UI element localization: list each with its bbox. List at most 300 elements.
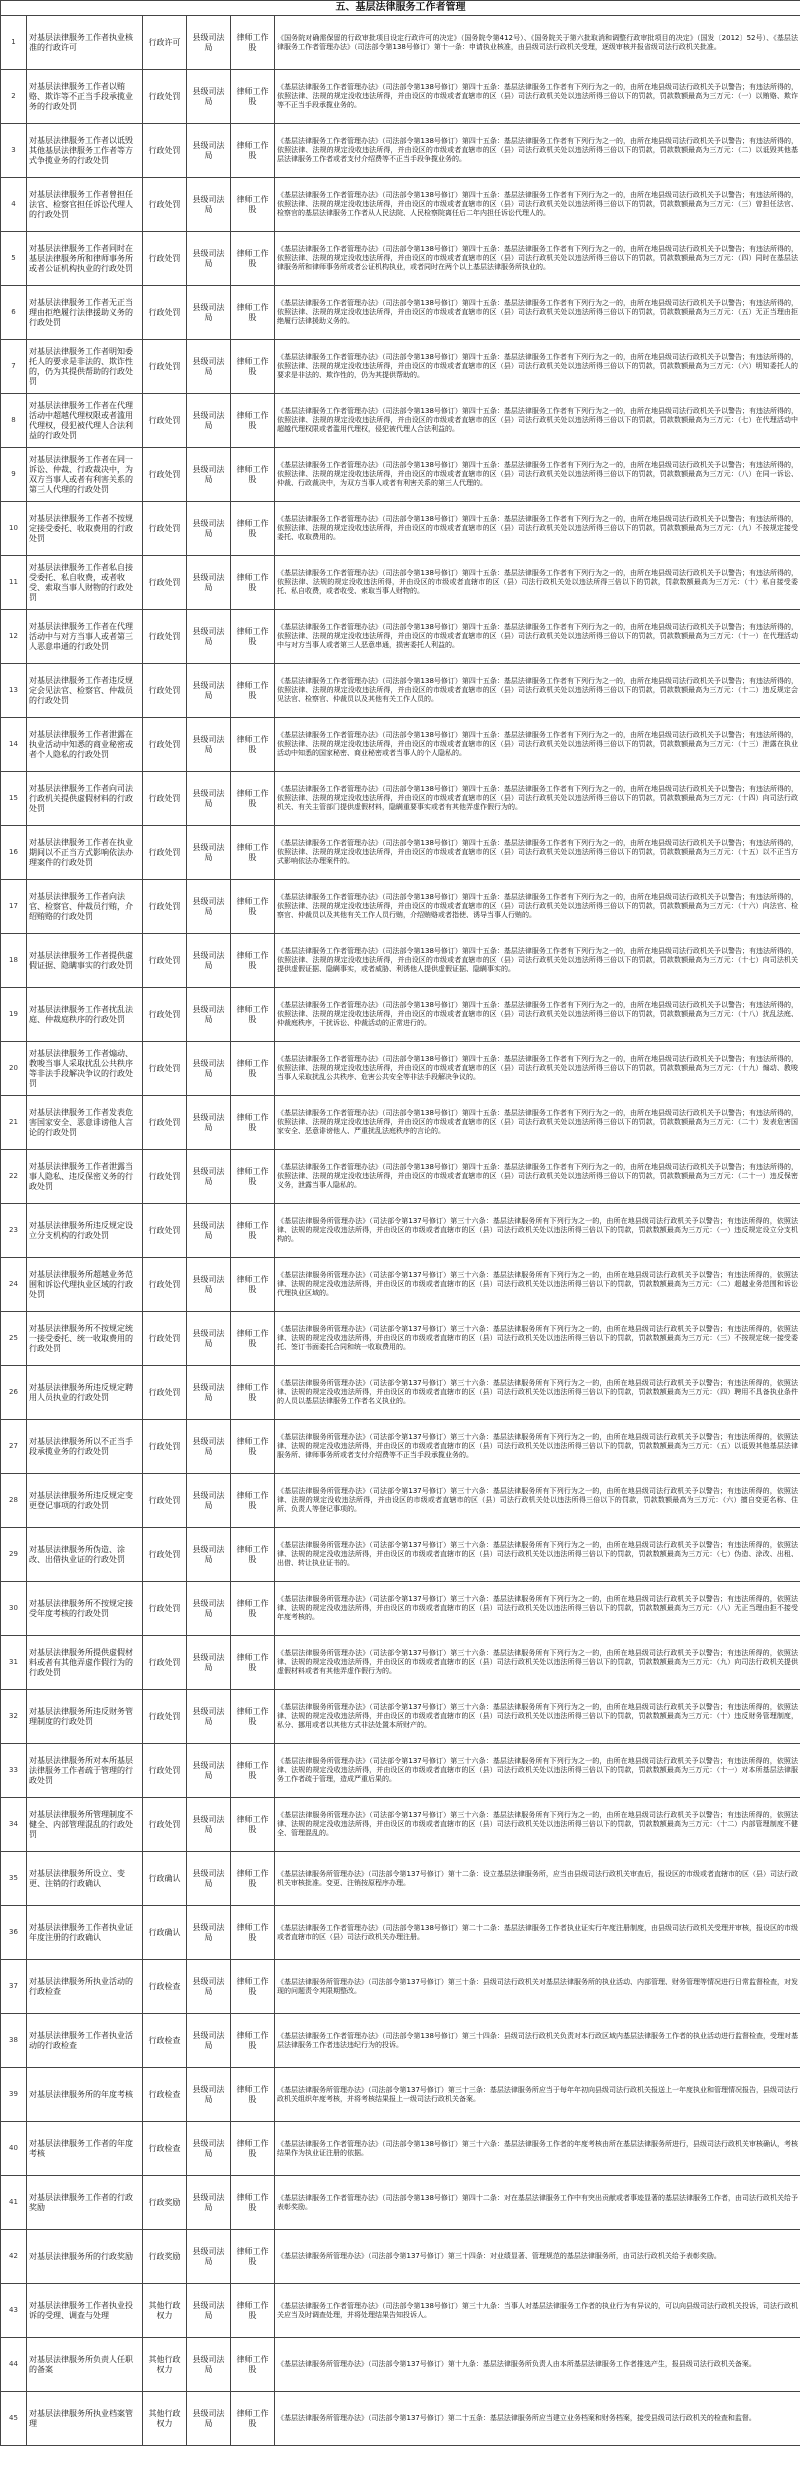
power-name: 对基层法律服务工作者煽动、教唆当事人采取扰乱公共秩序等非法手段解决争议的行政处罚 bbox=[27, 1042, 143, 1096]
power-name: 对基层法律服务所的年度考核 bbox=[27, 2068, 143, 2122]
row-number: 8 bbox=[1, 394, 27, 448]
implementing-department: 县级司法局 bbox=[187, 2122, 231, 2176]
legal-basis: 《基层法律服务所管理办法》（司法部令第137号修订）第三十六条：基层法律服务所有下列行为之一的，由所在地县级司法行政机关予以警告；有违法所得的，依照法律、法规的规定没收违法所得，并由设区的市级或者直辖市的区（县）司法行政机关处以违法所得三倍以下的罚款，罚款数额最高为三万元：（十二）内部管理制度不健全、管理混乱的。 bbox=[275, 1798, 800, 1852]
power-type: 行政处罚 bbox=[143, 610, 187, 664]
power-name: 对基层法律服务工作者泄露当事人隐私、违反保密义务的行政处罚 bbox=[27, 1150, 143, 1204]
table-row bbox=[1, 70, 800, 124]
power-name: 对基层法律服务工作者扰乱法庭、仲裁庭秩序的行政处罚 bbox=[27, 988, 143, 1042]
table-row bbox=[1, 1744, 800, 1798]
table-row bbox=[1, 340, 800, 394]
power-name: 对基层法律服务工作者提供虚假证据、隐瞒事实的行政处罚 bbox=[27, 934, 143, 988]
table-row bbox=[1, 2176, 800, 2230]
row-number: 7 bbox=[1, 340, 27, 394]
legal-basis: 《基层法律服务所管理办法》（司法部令第137号修订）第三十条：县级司法行政机关对基层法律服务所的执业活动、内部管理、财务管理等情况进行日常监督检查，对发现的问题责令其限期整改。 bbox=[275, 1960, 800, 2014]
implementing-department: 县级司法局 bbox=[187, 988, 231, 1042]
power-name: 对基层法律服务工作者在代理活动中超越代理权限或者滥用代理权，侵犯被代理人合法利益的行政处罚 bbox=[27, 394, 143, 448]
power-type: 行政处罚 bbox=[143, 1042, 187, 1096]
legal-basis: 《基层法律服务工作者管理办法》（司法部令第138号修订）第四十五条：基层法律服务工作者有下列行为之一的，由所在地县级司法行政机关予以警告；有违法所得的，依照法律、法规的规定没收违法所得，并由设区的市级或者直辖市的区（县）司法行政机关处以违法所得三倍以下的罚款，罚款数额最高为三万元：（十二）违反规定会见法官、检察官、仲裁员以及其他有关工作人员的。 bbox=[275, 664, 800, 718]
implementing-department: 县级司法局 bbox=[187, 502, 231, 556]
table-row bbox=[1, 1366, 800, 1420]
power-name: 对基层法律服务所不按规定统一接受委托、统一收取费用的行政处罚 bbox=[27, 1312, 143, 1366]
implementing-department: 县级司法局 bbox=[187, 286, 231, 340]
power-name: 对基层法律服务工作者的行政奖励 bbox=[27, 2176, 143, 2230]
power-name: 对基层法律服务工作者不按规定接受委托、收取费用的行政处罚 bbox=[27, 502, 143, 556]
implementing-department: 县级司法局 bbox=[187, 178, 231, 232]
implementing-department: 县级司法局 bbox=[187, 1906, 231, 1960]
power-name: 对基层法律服务所的行政奖励 bbox=[27, 2230, 143, 2284]
responsible-unit: 律师工作股 bbox=[231, 178, 275, 232]
implementing-department: 县级司法局 bbox=[187, 1636, 231, 1690]
table-row bbox=[1, 556, 800, 610]
implementing-department: 县级司法局 bbox=[187, 70, 231, 124]
power-type: 行政处罚 bbox=[143, 1528, 187, 1582]
power-type: 行政处罚 bbox=[143, 772, 187, 826]
responsible-unit: 律师工作股 bbox=[231, 232, 275, 286]
power-type: 行政确认 bbox=[143, 1852, 187, 1906]
table-row bbox=[1, 610, 800, 664]
table-row bbox=[1, 826, 800, 880]
row-number: 26 bbox=[1, 1366, 27, 1420]
row-number: 28 bbox=[1, 1474, 27, 1528]
power-type: 行政处罚 bbox=[143, 880, 187, 934]
table-row bbox=[1, 1636, 800, 1690]
legal-basis: 《基层法律服务所管理办法》（司法部令第137号修订）第十九条：基层法律服务所负责人由本所基层法律服务工作者推选产生，报县级司法行政机关备案。 bbox=[275, 2338, 800, 2392]
legal-basis: 《基层法律服务工作者管理办法》（司法部令第138号修订）第三十四条：县级司法行政机关负责对本行政区域内基层法律服务工作者的执业活动进行监督检查，受理对基层法律服务工作者违法违纪行为的投诉。 bbox=[275, 2014, 800, 2068]
power-type: 行政处罚 bbox=[143, 1798, 187, 1852]
power-type: 行政处罚 bbox=[143, 1582, 187, 1636]
legal-basis: 《基层法律服务工作者管理办法》（司法部令第138号修订）第四十五条：基层法律服务工作者有下列行为之一的，由所在地县级司法行政机关予以警告；有违法所得的，依照法律、法规的规定没收违法所得，并由设区的市级或者直辖市的区（县）司法行政机关处以违法所得三倍以下的罚款，罚款数额最高为三万元：（四）同时在基层法律服务所和律师事务所或者公证机构执业，或者同时在两个以上基层法律服务所执业的。 bbox=[275, 232, 800, 286]
implementing-department: 县级司法局 bbox=[187, 826, 231, 880]
legal-basis: 《基层法律服务所管理办法》（司法部令第137号修订）第三十六条：基层法律服务所有下列行为之一的，由所在地县级司法行政机关予以警告；有违法所得的，依照法律、法规的规定没收违法所得，并由设区的市级或者直辖市的区（县）司法行政机关处以违法所得三倍以下的罚款，罚款数额最高为三万元：（二）超越业务范围和诉讼代理执业区域的。 bbox=[275, 1258, 800, 1312]
table-row bbox=[1, 2122, 800, 2176]
legal-basis: 《基层法律服务所管理办法》（司法部令第137号修订）第十二条：设立基层法律服务所，应当由县级司法行政机关审查后，报设区的市级或者直辖市的区（县）司法行政机关审核批准。变更、注销按原程序办理。 bbox=[275, 1852, 800, 1906]
power-name: 对基层法律服务所管理制度不健全、内部管理混乱的行政处罚 bbox=[27, 1798, 143, 1852]
power-name: 对基层法律服务所伪造、涂改、出借执业证的行政处罚 bbox=[27, 1528, 143, 1582]
power-type: 行政处罚 bbox=[143, 556, 187, 610]
row-number: 24 bbox=[1, 1258, 27, 1312]
table-row bbox=[1, 1420, 800, 1474]
implementing-department: 县级司法局 bbox=[187, 340, 231, 394]
row-number: 35 bbox=[1, 1852, 27, 1906]
power-name: 对基层法律服务所执业档案管理 bbox=[27, 2392, 143, 2446]
implementing-department: 县级司法局 bbox=[187, 1798, 231, 1852]
power-type: 行政处罚 bbox=[143, 286, 187, 340]
power-type: 行政处罚 bbox=[143, 718, 187, 772]
table-row bbox=[1, 988, 800, 1042]
power-name: 对基层法律服务工作者违反规定会见法官、检察官、仲裁员的行政处罚 bbox=[27, 664, 143, 718]
power-name: 对基层法律服务工作者以诋毁其他基层法律服务工作者等方式争揽业务的行政处罚 bbox=[27, 124, 143, 178]
implementing-department: 县级司法局 bbox=[187, 1312, 231, 1366]
power-type: 行政处罚 bbox=[143, 394, 187, 448]
power-type: 行政处罚 bbox=[143, 1744, 187, 1798]
responsible-unit: 律师工作股 bbox=[231, 70, 275, 124]
legal-basis: 《基层法律服务所管理办法》（司法部令第137号修订）第三十六条：基层法律服务所有下列行为之一的，由所在地县级司法行政机关予以警告；有违法所得的，依照法律、法规的规定没收违法所得，并由设区的市级或者直辖市的区（县）司法行政机关处以违法所得三倍以下的罚款，罚款数额最高为三万元：（九）向司法行政机关提供虚假材料或者有其他弄虚作假行为的。 bbox=[275, 1636, 800, 1690]
row-number: 36 bbox=[1, 1906, 27, 1960]
responsible-unit: 律师工作股 bbox=[231, 610, 275, 664]
power-name: 对基层法律服务所违反规定聘用人员执业的行政处罚 bbox=[27, 1366, 143, 1420]
row-number: 15 bbox=[1, 772, 27, 826]
responsible-unit: 律师工作股 bbox=[231, 2122, 275, 2176]
power-name: 对基层法律服务工作者明知委托人的要求是非法的、欺诈性的，仍为其提供帮助的行政处罚 bbox=[27, 340, 143, 394]
table-row bbox=[1, 1798, 800, 1852]
responsible-unit: 律师工作股 bbox=[231, 1744, 275, 1798]
power-type: 行政处罚 bbox=[143, 1366, 187, 1420]
responsible-unit: 律师工作股 bbox=[231, 448, 275, 502]
power-name: 对基层法律服务所执业活动的行政检查 bbox=[27, 1960, 143, 2014]
implementing-department: 县级司法局 bbox=[187, 934, 231, 988]
implementing-department: 县级司法局 bbox=[187, 664, 231, 718]
power-type: 行政处罚 bbox=[143, 1474, 187, 1528]
row-number: 44 bbox=[1, 2338, 27, 2392]
row-number: 38 bbox=[1, 2014, 27, 2068]
implementing-department: 县级司法局 bbox=[187, 718, 231, 772]
implementing-department: 县级司法局 bbox=[187, 2230, 231, 2284]
power-type: 行政处罚 bbox=[143, 1420, 187, 1474]
implementing-department: 县级司法局 bbox=[187, 2284, 231, 2338]
table-row bbox=[1, 2338, 800, 2392]
legal-basis: 《基层法律服务所管理办法》（司法部令第137号修订）第三十六条：基层法律服务所有下列行为之一的，由所在地县级司法行政机关予以警告；有违法所得的，依照法律、法规的规定没收违法所得，并由设区的市级或者直辖市的区（县）司法行政机关处以违法所得三倍以下的罚款，罚款数额最高为三万元：（五）以诋毁其他基层法律服务所、律师事务所或者支付介绍费等不正当手段承揽业务的。 bbox=[275, 1420, 800, 1474]
row-number: 1 bbox=[1, 16, 27, 70]
implementing-department: 县级司法局 bbox=[187, 2176, 231, 2230]
power-type: 行政处罚 bbox=[143, 502, 187, 556]
row-number: 22 bbox=[1, 1150, 27, 1204]
legal-basis: 《基层法律服务工作者管理办法》（司法部令第138号修订）第四十五条：基层法律服务工作者有下列行为之一的，由所在地县级司法行政机关予以警告；有违法所得的，依照法律、法规的规定没收违法所得，并由设区的市级或者直辖市的区（县）司法行政机关处以违法所得三倍以下的罚款，罚款数额最高为三万元：（八）在同一诉讼、仲裁、行政裁决中，为双方当事人或者有利害关系的第三人代理的。 bbox=[275, 448, 800, 502]
responsible-unit: 律师工作股 bbox=[231, 16, 275, 70]
implementing-department: 县级司法局 bbox=[187, 1042, 231, 1096]
table-row bbox=[1, 1690, 800, 1744]
power-name: 对基层法律服务工作者以贿赂、欺诈等不正当手段承揽业务的行政处罚 bbox=[27, 70, 143, 124]
implementing-department: 县级司法局 bbox=[187, 2068, 231, 2122]
table-row bbox=[1, 1528, 800, 1582]
power-name: 对基层法律服务工作者在代理活动中与对方当事人或者第三人恶意串通的行政处罚 bbox=[27, 610, 143, 664]
power-name: 对基层法律服务所违反规定设立分支机构的行政处罚 bbox=[27, 1204, 143, 1258]
implementing-department: 县级司法局 bbox=[187, 2014, 231, 2068]
power-name: 对基层法律服务工作者在执业期间以不正当方式影响依法办理案件的行政处罚 bbox=[27, 826, 143, 880]
row-number: 4 bbox=[1, 178, 27, 232]
power-type: 其他行政权力 bbox=[143, 2284, 187, 2338]
row-number: 10 bbox=[1, 502, 27, 556]
table-row bbox=[1, 880, 800, 934]
responsible-unit: 律师工作股 bbox=[231, 2230, 275, 2284]
row-number: 30 bbox=[1, 1582, 27, 1636]
legal-basis: 《基层法律服务工作者管理办法》（司法部令第138号修订）第四十五条：基层法律服务工作者有下列行为之一的，由所在地县级司法行政机关予以警告；有违法所得的，依照法律、法规的规定没收违法所得，并由设区的市级或者直辖市的区（县）司法行政机关处以违法所得三倍以下的罚款，罚款数额最高为三万元：（十四）向司法行政机关、有关主管部门提供虚假材料，隐瞒重要事实或者有其他弄虚作假行为的。 bbox=[275, 772, 800, 826]
row-number: 3 bbox=[1, 124, 27, 178]
implementing-department: 县级司法局 bbox=[187, 1258, 231, 1312]
implementing-department: 县级司法局 bbox=[187, 16, 231, 70]
table-row bbox=[1, 718, 800, 772]
responsible-unit: 律师工作股 bbox=[231, 826, 275, 880]
power-name: 对基层法律服务工作者执业证年度注册的行政确认 bbox=[27, 1906, 143, 1960]
power-name: 对基层法律服务工作者执业核准的行政许可 bbox=[27, 16, 143, 70]
row-number: 40 bbox=[1, 2122, 27, 2176]
power-name: 对基层法律服务工作者的年度考核 bbox=[27, 2122, 143, 2176]
table-row bbox=[1, 448, 800, 502]
legal-basis: 《基层法律服务工作者管理办法》（司法部令第138号修订）第四十五条：基层法律服务工作者有下列行为之一的，由所在地县级司法行政机关予以警告；有违法所得的，依照法律、法规的规定没收违法所得，并由设区的市级或者直辖市的区（县）司法行政机关处以违法所得三倍以下的罚款，罚款数额最高为三万元：（一）以贿赂、欺诈等不正当手段承揽业务的。 bbox=[275, 70, 800, 124]
implementing-department: 县级司法局 bbox=[187, 1852, 231, 1906]
table-row bbox=[1, 2392, 800, 2446]
responsible-unit: 律师工作股 bbox=[231, 1420, 275, 1474]
legal-basis: 《基层法律服务所管理办法》（司法部令第137号修订）第三十六条：基层法律服务所有下列行为之一的，由所在地县级司法行政机关予以警告；有违法所得的，依照法律、法规的规定没收违法所得，并由设区的市级或者直辖市的区（县）司法行政机关处以违法所得三倍以下的罚款，罚款数额最高为三万元：（四）聘用不具备执业条件的人员以基层法律服务工作者名义执业的。 bbox=[275, 1366, 800, 1420]
table-row bbox=[1, 1204, 800, 1258]
table-row bbox=[1, 1960, 800, 2014]
row-number: 11 bbox=[1, 556, 27, 610]
power-name: 对基层法律服务所超越业务范围和诉讼代理执业区域的行政处罚 bbox=[27, 1258, 143, 1312]
power-name: 对基层法律服务所违反财务管理制度的行政处罚 bbox=[27, 1690, 143, 1744]
implementing-department: 县级司法局 bbox=[187, 1474, 231, 1528]
powers-table-body bbox=[1, 1, 800, 2446]
power-type: 行政处罚 bbox=[143, 1096, 187, 1150]
row-number: 45 bbox=[1, 2392, 27, 2446]
power-type: 行政奖励 bbox=[143, 2176, 187, 2230]
responsible-unit: 律师工作股 bbox=[231, 664, 275, 718]
responsible-unit: 律师工作股 bbox=[231, 1474, 275, 1528]
power-name: 对基层法律服务工作者无正当理由拒绝履行法律援助义务的行政处罚 bbox=[27, 286, 143, 340]
row-number: 12 bbox=[1, 610, 27, 664]
table-row bbox=[1, 232, 800, 286]
row-number: 34 bbox=[1, 1798, 27, 1852]
table-row bbox=[1, 2230, 800, 2284]
legal-basis: 《基层法律服务所管理办法》（司法部令第137号修订）第三十六条：基层法律服务所有下列行为之一的，由所在地县级司法行政机关予以警告；有违法所得的，依照法律、法规的规定没收违法所得，并由设区的市级或者直辖市的区（县）司法行政机关处以违法所得三倍以下的罚款，罚款数额最高为三万元：（十）违反财务管理制度，私分、挪用或者以其他方式非法处置本所财产的。 bbox=[275, 1690, 800, 1744]
table-row bbox=[1, 2068, 800, 2122]
table-row bbox=[1, 1150, 800, 1204]
responsible-unit: 律师工作股 bbox=[231, 772, 275, 826]
legal-basis: 《基层法律服务工作者管理办法》（司法部令第138号修订）第四十五条：基层法律服务工作者有下列行为之一的，由所在地县级司法行政机关予以警告；有违法所得的，依照法律、法规的规定没收违法所得，并由设区的市级或者直辖市的区（县）司法行政机关处以违法所得三倍以下的罚款，罚款数额最高为三万元：（十）私自接受委托、私自收费，或者收受、索取当事人财物的。 bbox=[275, 556, 800, 610]
power-name: 对基层法律服务工作者同时在基层法律服务所和律师事务所或者公证机构执业的行政处罚 bbox=[27, 232, 143, 286]
row-number: 6 bbox=[1, 286, 27, 340]
legal-basis: 《基层法律服务工作者管理办法》（司法部令第138号修订）第四十五条：基层法律服务工作者有下列行为之一的，由所在地县级司法行政机关予以警告；有违法所得的，依照法律、法规的规定没收违法所得，并由设区的市级或者直辖市的区（县）司法行政机关处以违法所得三倍以下的罚款，罚款数额最高为三万元：（十三）泄露在执业活动中知悉的国家秘密、商业秘密或者当事人的个人隐私的。 bbox=[275, 718, 800, 772]
table-row bbox=[1, 394, 800, 448]
power-name: 对基层法律服务工作者向法官、检察官、仲裁员行贿，介绍贿赂的行政处罚 bbox=[27, 880, 143, 934]
implementing-department: 县级司法局 bbox=[187, 1204, 231, 1258]
responsible-unit: 律师工作股 bbox=[231, 1798, 275, 1852]
power-type: 行政处罚 bbox=[143, 988, 187, 1042]
implementing-department: 县级司法局 bbox=[187, 2338, 231, 2392]
legal-basis: 《基层法律服务所管理办法》（司法部令第137号修订）第三十六条：基层法律服务所有下列行为之一的，由所在地县级司法行政机关予以警告；有违法所得的，依照法律、法规的规定没收违法所得，并由设区的市级或者直辖市的区（县）司法行政机关处以违法所得三倍以下的罚款，罚款数额最高为三万元：（一）违反规定设立分支机构的。 bbox=[275, 1204, 800, 1258]
table-row bbox=[1, 16, 800, 70]
power-type: 行政确认 bbox=[143, 1906, 187, 1960]
legal-basis: 《基层法律服务所管理办法》（司法部令第137号修订）第三十六条：基层法律服务所有下列行为之一的，由所在地县级司法行政机关予以警告；有违法所得的，依照法律、法规的规定没收违法所得，并由设区的市级或者直辖市的区（县）司法行政机关处以违法所得三倍以下的罚款，罚款数额最高为三万元：（八）无正当理由拒不接受年度考核的。 bbox=[275, 1582, 800, 1636]
section-title-row bbox=[1, 1, 800, 16]
responsible-unit: 律师工作股 bbox=[231, 2338, 275, 2392]
table-row bbox=[1, 664, 800, 718]
legal-basis: 《基层法律服务工作者管理办法》（司法部令第138号修订）第四十五条：基层法律服务工作者有下列行为之一的，由所在地县级司法行政机关予以警告；有违法所得的，依照法律、法规的规定没收违法所得，并由设区的市级或者直辖市的区（县）司法行政机关处以违法所得三倍以下的罚款，罚款数额最高为三万元：（十八）扰乱法庭、仲裁庭秩序，干扰诉讼、仲裁活动的正常进行的。 bbox=[275, 988, 800, 1042]
table-row bbox=[1, 2284, 800, 2338]
implementing-department: 县级司法局 bbox=[187, 556, 231, 610]
power-type: 其他行政权力 bbox=[143, 2338, 187, 2392]
power-name: 对基层法律服务工作者执业活动的行政检查 bbox=[27, 2014, 143, 2068]
power-type: 行政奖励 bbox=[143, 2230, 187, 2284]
row-number: 2 bbox=[1, 70, 27, 124]
power-type: 行政处罚 bbox=[143, 1150, 187, 1204]
power-type: 行政许可 bbox=[143, 16, 187, 70]
table-row bbox=[1, 2014, 800, 2068]
row-number: 14 bbox=[1, 718, 27, 772]
responsible-unit: 律师工作股 bbox=[231, 1204, 275, 1258]
power-type: 行政检查 bbox=[143, 2014, 187, 2068]
row-number: 29 bbox=[1, 1528, 27, 1582]
legal-basis: 《基层法律服务工作者管理办法》（司法部令第138号修订）第四十五条：基层法律服务工作者有下列行为之一的，由所在地县级司法行政机关予以警告；有违法所得的，依照法律、法规的规定没收违法所得，并由设区的市级或者直辖市的区（县）司法行政机关处以违法所得三倍以下的罚款，罚款数额最高为三万元：（七）在代理活动中超越代理权限或者滥用代理权，侵犯被代理人合法利益的。 bbox=[275, 394, 800, 448]
power-name: 对基层法律服务所对本所基层法律服务工作者疏于管理的行政处罚 bbox=[27, 1744, 143, 1798]
legal-basis: 《基层法律服务工作者管理办法》（司法部令第138号修订）第四十五条：基层法律服务工作者有下列行为之一的，由所在地县级司法行政机关予以警告；有违法所得的，依照法律、法规的规定没收违法所得，并由设区的市级或者直辖市的区（县）司法行政机关处以违法所得三倍以下的罚款，罚款数额最高为三万元：（五）无正当理由拒绝履行法律援助义务的。 bbox=[275, 286, 800, 340]
table-row bbox=[1, 1582, 800, 1636]
responsible-unit: 律师工作股 bbox=[231, 880, 275, 934]
table-row bbox=[1, 772, 800, 826]
implementing-department: 县级司法局 bbox=[187, 1150, 231, 1204]
implementing-department: 县级司法局 bbox=[187, 880, 231, 934]
power-name: 对基层法律服务所负责人任职的备案 bbox=[27, 2338, 143, 2392]
responsible-unit: 律师工作股 bbox=[231, 1852, 275, 1906]
responsible-unit: 律师工作股 bbox=[231, 124, 275, 178]
responsible-unit: 律师工作股 bbox=[231, 340, 275, 394]
table-row bbox=[1, 1906, 800, 1960]
power-name: 对基层法律服务工作者在同一诉讼、仲裁、行政裁决中，为双方当事人或者有利害关系的第三人代理的行政处罚 bbox=[27, 448, 143, 502]
legal-basis: 《基层法律服务工作者管理办法》（司法部令第138号修订）第二十二条：基层法律服务工作者执业证实行年度注册制度，由县级司法行政机关受理并审核，报设区的市级或者直辖市的区（县）司法行政机关办理注册。 bbox=[275, 1906, 800, 1960]
legal-basis: 《基层法律服务所管理办法》（司法部令第137号修订）第三十六条：基层法律服务所有下列行为之一的，由所在地县级司法行政机关予以警告；有违法所得的，依照法律、法规的规定没收违法所得，并由设区的市级或者直辖市的区（县）司法行政机关处以违法所得三倍以下的罚款，罚款数额最高为三万元：（六）擅自变更名称、住所、负责人等登记事项的。 bbox=[275, 1474, 800, 1528]
power-name: 对基层法律服务所不按规定接受年度考核的行政处罚 bbox=[27, 1582, 143, 1636]
legal-basis: 《基层法律服务所管理办法》（司法部令第137号修订）第二十五条：基层法律服务所应当建立业务档案和财务档案，接受县级司法行政机关的检查和监督。 bbox=[275, 2392, 800, 2446]
legal-basis: 《基层法律服务所管理办法》（司法部令第137号修订）第三十三条：基层法律服务所应当于每年年初向县级司法行政机关报送上一年度执业和管理情况报告，县级司法行政机关组织年度考核，并将考核结果报上一级司法行政机关备案。 bbox=[275, 2068, 800, 2122]
implementing-department: 县级司法局 bbox=[187, 2392, 231, 2446]
implementing-department: 县级司法局 bbox=[187, 448, 231, 502]
table-row bbox=[1, 1096, 800, 1150]
implementing-department: 县级司法局 bbox=[187, 232, 231, 286]
responsible-unit: 律师工作股 bbox=[231, 2014, 275, 2068]
legal-basis: 《基层法律服务所管理办法》（司法部令第137号修订）第三十四条：对业绩显著、管理规范的基层法律服务所，由司法行政机关给予表彰奖励。 bbox=[275, 2230, 800, 2284]
responsible-unit: 律师工作股 bbox=[231, 934, 275, 988]
power-name: 对基层法律服务工作者执业投诉的受理、调查与处理 bbox=[27, 2284, 143, 2338]
power-type: 行政检查 bbox=[143, 1960, 187, 2014]
row-number: 18 bbox=[1, 934, 27, 988]
legal-basis: 《基层法律服务工作者管理办法》（司法部令第138号修订）第三十九条：当事人对基层法律服务工作者的执业行为有异议的，可以向县级司法行政机关投诉，司法行政机关应当及时调查处理，并将处理结果告知投诉人。 bbox=[275, 2284, 800, 2338]
power-type: 行政处罚 bbox=[143, 664, 187, 718]
row-number: 37 bbox=[1, 1960, 27, 2014]
legal-basis: 《基层法律服务工作者管理办法》（司法部令第138号修订）第四十五条：基层法律服务工作者有下列行为之一的，由所在地县级司法行政机关予以警告；有违法所得的，依照法律、法规的规定没收违法所得，并由设区的市级或者直辖市的区（县）司法行政机关处以违法所得三倍以下的罚款，罚款数额最高为三万元：（二）以诋毁其他基层法律服务工作者或者支付介绍费等不正当手段争揽业务的。 bbox=[275, 124, 800, 178]
legal-basis: 《基层法律服务所管理办法》（司法部令第137号修订）第三十六条：基层法律服务所有下列行为之一的，由所在地县级司法行政机关予以警告；有违法所得的，依照法律、法规的规定没收违法所得，并由设区的市级或者直辖市的区（县）司法行政机关处以违法所得三倍以下的罚款，罚款数额最高为三万元：（七）伪造、涂改、出租、出借、转让执业证书的。 bbox=[275, 1528, 800, 1582]
power-name: 对基层法律服务所违反规定变更登记事项的行政处罚 bbox=[27, 1474, 143, 1528]
responsible-unit: 律师工作股 bbox=[231, 2284, 275, 2338]
legal-basis: 《国务院对确需保留的行政审批项目设定行政许可的决定》（国务院令第412号）、《国务院关于第六批取消和调整行政审批项目的决定》（国发〔2012〕52号）、《基层法律服务工作者管理办法》（司法部令第138号修订）第十一条：申请执业核准，由县级司法行政机关受理，逐级审核并报省级司法行政机关批准。 bbox=[275, 16, 800, 70]
legal-basis: 《基层法律服务工作者管理办法》（司法部令第138号修订）第四十五条：基层法律服务工作者有下列行为之一的，由所在地县级司法行政机关予以警告；有违法所得的，依照法律、法规的规定没收违法所得，并由设区的市级或者直辖市的区（县）司法行政机关处以违法所得三倍以下的罚款，罚款数额最高为三万元：（九）不按规定接受委托、收取费用的。 bbox=[275, 502, 800, 556]
responsible-unit: 律师工作股 bbox=[231, 1636, 275, 1690]
responsible-unit: 律师工作股 bbox=[231, 286, 275, 340]
responsible-unit: 律师工作股 bbox=[231, 1960, 275, 2014]
implementing-department: 县级司法局 bbox=[187, 394, 231, 448]
implementing-department: 县级司法局 bbox=[187, 1744, 231, 1798]
row-number: 16 bbox=[1, 826, 27, 880]
power-type: 行政处罚 bbox=[143, 1312, 187, 1366]
row-number: 39 bbox=[1, 2068, 27, 2122]
implementing-department: 县级司法局 bbox=[187, 1096, 231, 1150]
row-number: 31 bbox=[1, 1636, 27, 1690]
power-name: 对基层法律服务所提供虚假材料或者有其他弄虚作假行为的行政处罚 bbox=[27, 1636, 143, 1690]
table-row bbox=[1, 286, 800, 340]
power-type: 行政处罚 bbox=[143, 70, 187, 124]
legal-basis: 《基层法律服务工作者管理办法》（司法部令第138号修订）第四十五条：基层法律服务工作者有下列行为之一的，由所在地县级司法行政机关予以警告；有违法所得的，依照法律、法规的规定没收违法所得，并由设区的市级或者直辖市的区（县）司法行政机关处以违法所得三倍以下的罚款，罚款数额最高为三万元：（三）曾担任法官、检察官的基层法律服务工作者从人民法院、人民检察院离任后二年内担任诉讼代理人的。 bbox=[275, 178, 800, 232]
row-number: 32 bbox=[1, 1690, 27, 1744]
table-row bbox=[1, 1474, 800, 1528]
responsible-unit: 律师工作股 bbox=[231, 1906, 275, 1960]
responsible-unit: 律师工作股 bbox=[231, 1312, 275, 1366]
table-row bbox=[1, 1852, 800, 1906]
power-type: 行政检查 bbox=[143, 2122, 187, 2176]
power-type: 行政处罚 bbox=[143, 178, 187, 232]
implementing-department: 县级司法局 bbox=[187, 610, 231, 664]
row-number: 9 bbox=[1, 448, 27, 502]
responsible-unit: 律师工作股 bbox=[231, 556, 275, 610]
responsible-unit: 律师工作股 bbox=[231, 2068, 275, 2122]
implementing-department: 县级司法局 bbox=[187, 1420, 231, 1474]
power-type: 行政处罚 bbox=[143, 1690, 187, 1744]
power-type: 行政处罚 bbox=[143, 448, 187, 502]
table-row bbox=[1, 502, 800, 556]
row-number: 5 bbox=[1, 232, 27, 286]
responsible-unit: 律师工作股 bbox=[231, 2392, 275, 2446]
power-name: 对基层法律服务工作者泄露在执业活动中知悉的商业秘密或者个人隐私的行政处罚 bbox=[27, 718, 143, 772]
power-name: 对基层法律服务工作者曾担任法官、检察官担任诉讼代理人的行政处罚 bbox=[27, 178, 143, 232]
section-title: 五、基层法律服务工作者管理 bbox=[1, 1, 800, 16]
table-row bbox=[1, 124, 800, 178]
legal-basis: 《基层法律服务工作者管理办法》（司法部令第138号修订）第四十五条：基层法律服务工作者有下列行为之一的，由所在地县级司法行政机关予以警告；有违法所得的，依照法律、法规的规定没收违法所得，并由设区的市级或者直辖市的区（县）司法行政机关处以违法所得三倍以下的罚款，罚款数额最高为三万元：（十一）在代理活动中与对方当事人或者第三人恶意串通，损害委托人利益的。 bbox=[275, 610, 800, 664]
responsible-unit: 律师工作股 bbox=[231, 394, 275, 448]
responsible-unit: 律师工作股 bbox=[231, 1042, 275, 1096]
power-type: 行政处罚 bbox=[143, 826, 187, 880]
row-number: 41 bbox=[1, 2176, 27, 2230]
legal-basis: 《基层法律服务工作者管理办法》（司法部令第138号修订）第四十五条：基层法律服务工作者有下列行为之一的，由所在地县级司法行政机关予以警告；有违法所得的，依照法律、法规的规定没收违法所得，并由设区的市级或者直辖市的区（县）司法行政机关处以违法所得三倍以下的罚款，罚款数额最高为三万元：（十九）煽动、教唆当事人采取扰乱公共秩序、危害公共安全等非法手段解决争议的。 bbox=[275, 1042, 800, 1096]
power-type: 行政检查 bbox=[143, 2068, 187, 2122]
power-type: 行政处罚 bbox=[143, 1258, 187, 1312]
row-number: 27 bbox=[1, 1420, 27, 1474]
legal-basis: 《基层法律服务工作者管理办法》（司法部令第138号修订）第四十五条：基层法律服务工作者有下列行为之一的，由所在地县级司法行政机关予以警告；有违法所得的，依照法律、法规的规定没收违法所得，并由设区的市级或者直辖市的区（县）司法行政机关处以违法所得三倍以下的罚款，罚款数额最高为三万元：（六）明知委托人的要求是非法的、欺诈性的，仍为其提供帮助的。 bbox=[275, 340, 800, 394]
power-type: 行政处罚 bbox=[143, 1636, 187, 1690]
legal-basis: 《基层法律服务工作者管理办法》（司法部令第138号修订）第四十二条：对在基层法律服务工作中有突出贡献或者事迹显著的基层法律服务工作者，由司法行政机关给予表彰奖励。 bbox=[275, 2176, 800, 2230]
row-number: 17 bbox=[1, 880, 27, 934]
implementing-department: 县级司法局 bbox=[187, 1582, 231, 1636]
table-row bbox=[1, 1258, 800, 1312]
responsible-unit: 律师工作股 bbox=[231, 2176, 275, 2230]
power-type: 行政处罚 bbox=[143, 232, 187, 286]
legal-basis: 《基层法律服务工作者管理办法》（司法部令第138号修订）第四十五条：基层法律服务工作者有下列行为之一的，由所在地县级司法行政机关予以警告；有违法所得的，依照法律、法规的规定没收违法所得，并由设区的市级或者直辖市的区（县）司法行政机关处以违法所得三倍以下的罚款，罚款数额最高为三万元：（十七）向司法机关提供虚假证据、隐瞒事实，或者威胁、利诱他人提供虚假证据、隐瞒事实的。 bbox=[275, 934, 800, 988]
table-row bbox=[1, 1312, 800, 1366]
implementing-department: 县级司法局 bbox=[187, 1690, 231, 1744]
implementing-department: 县级司法局 bbox=[187, 1366, 231, 1420]
table-row bbox=[1, 934, 800, 988]
power-type: 行政处罚 bbox=[143, 340, 187, 394]
row-number: 13 bbox=[1, 664, 27, 718]
implementing-department: 县级司法局 bbox=[187, 1960, 231, 2014]
legal-basis: 《基层法律服务工作者管理办法》（司法部令第138号修订）第四十五条：基层法律服务工作者有下列行为之一的，由所在地县级司法行政机关予以警告；有违法所得的，依照法律、法规的规定没收违法所得，并由设区的市级或者直辖市的区（县）司法行政机关处以违法所得三倍以下的罚款，罚款数额最高为三万元：（十六）向法官、检察官、仲裁员以及其他有关工作人员行贿，介绍贿赂或者指使、诱导当事人行贿的。 bbox=[275, 880, 800, 934]
responsible-unit: 律师工作股 bbox=[231, 1150, 275, 1204]
power-name: 对基层法律服务所设立、变更、注销的行政确认 bbox=[27, 1852, 143, 1906]
legal-basis: 《基层法律服务工作者管理办法》（司法部令第138号修订）第四十五条：基层法律服务工作者有下列行为之一的，由所在地县级司法行政机关予以警告；有违法所得的，依照法律、法规的规定没收违法所得，并由设区的市级或者直辖市的区（县）司法行政机关处以违法所得三倍以下的罚款，罚款数额最高为三万元：（二十一）违反保密义务，泄露当事人隐私的。 bbox=[275, 1150, 800, 1204]
row-number: 20 bbox=[1, 1042, 27, 1096]
power-type: 行政处罚 bbox=[143, 1204, 187, 1258]
legal-basis: 《基层法律服务工作者管理办法》（司法部令第138号修订）第四十五条：基层法律服务工作者有下列行为之一的，由所在地县级司法行政机关予以警告；有违法所得的，依照法律、法规的规定没收违法所得，并由设区的市级或者直辖市的区（县）司法行政机关处以违法所得三倍以下的罚款，罚款数额最高为三万元：（十五）以不正当方式影响依法办理案件的。 bbox=[275, 826, 800, 880]
legal-basis: 《基层法律服务所管理办法》（司法部令第137号修订）第三十六条：基层法律服务所有下列行为之一的，由所在地县级司法行政机关予以警告；有违法所得的，依照法律、法规的规定没收违法所得，并由设区的市级或者直辖市的区（县）司法行政机关处以违法所得三倍以下的罚款，罚款数额最高为三万元：（十一）对本所基层法律服务工作者疏于管理，造成严重后果的。 bbox=[275, 1744, 800, 1798]
responsible-unit: 律师工作股 bbox=[231, 1096, 275, 1150]
legal-basis: 《基层法律服务工作者管理办法》（司法部令第138号修订）第三十六条：基层法律服务工作者的年度考核由所在基层法律服务所进行，县级司法行政机关审核确认，考核结果作为执业证注册的依据。 bbox=[275, 2122, 800, 2176]
power-type: 行政处罚 bbox=[143, 934, 187, 988]
power-name: 对基层法律服务所以不正当手段承揽业务的行政处罚 bbox=[27, 1420, 143, 1474]
row-number: 42 bbox=[1, 2230, 27, 2284]
row-number: 23 bbox=[1, 1204, 27, 1258]
row-number: 19 bbox=[1, 988, 27, 1042]
responsible-unit: 律师工作股 bbox=[231, 502, 275, 556]
responsible-unit: 律师工作股 bbox=[231, 1582, 275, 1636]
legal-basis: 《基层法律服务所管理办法》（司法部令第137号修订）第三十六条：基层法律服务所有下列行为之一的，由所在地县级司法行政机关予以警告；有违法所得的，依照法律、法规的规定没收违法所得，并由设区的市级或者直辖市的区（县）司法行政机关处以违法所得三倍以下的罚款，罚款数额最高为三万元：（三）不按规定统一接受委托、签订书面委托合同和统一收取费用的。 bbox=[275, 1312, 800, 1366]
power-name: 对基层法律服务工作者向司法行政机关提供虚假材料的行政处罚 bbox=[27, 772, 143, 826]
implementing-department: 县级司法局 bbox=[187, 772, 231, 826]
power-type: 其他行政权力 bbox=[143, 2392, 187, 2446]
